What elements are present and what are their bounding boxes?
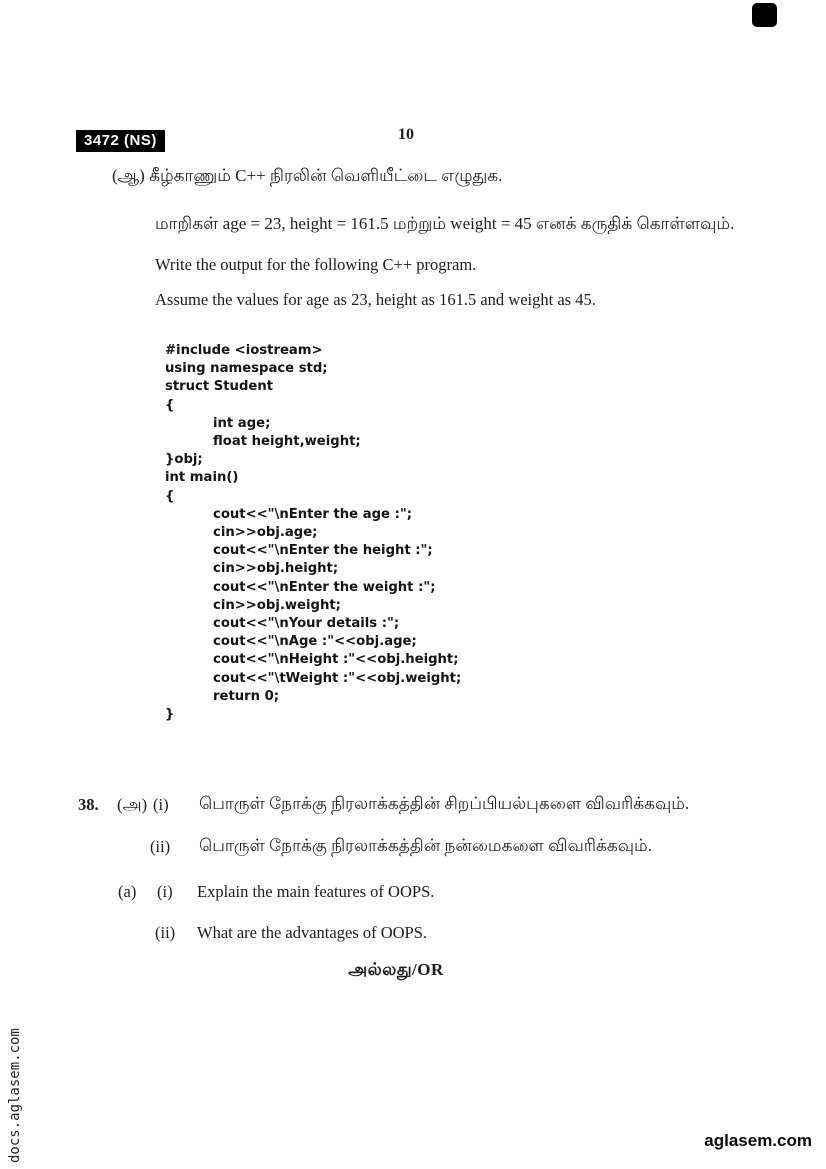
code-line: cin>>obj.weight; [213,597,341,613]
code-line: struct Student [165,379,274,395]
page-number: 10 [398,126,414,143]
code-line: float height,weight; [213,434,361,450]
q37b-english-prompt: Write the output for the following C++ program. [155,255,477,274]
q38-tamil-item-i-text: பொருள் நோக்கு நிரலாக்கத்தின் சிறப்பியல்புகளை விவரிக்கவும். [199,794,690,813]
code-line: { [165,488,175,504]
q37b-tamil-prompt: (ஆ) கீழ்காணும் C++ நிரலின் வெளியீட்டை எழுதுக. [112,166,503,185]
code-line: { [165,397,175,413]
code-line: using namespace std; [165,361,328,377]
q38-tamil-part-label: (அ) [117,795,148,814]
q38-tamil-item-i-label: (i) [153,795,169,814]
code-line: cin>>obj.age; [213,525,318,541]
code-line: cout<<"\nEnter the weight :"; [213,579,436,595]
code-line: int main() [165,470,239,486]
code-line: cout<<"\nEnter the age :"; [213,506,413,522]
paper-code-badge: 3472 (NS) [76,130,165,152]
code-line: cout<<"\tWeight :"<<obj.weight; [213,670,462,686]
code-line: return 0; [213,688,280,704]
code-line: int age; [213,415,271,431]
code-line: #include <iostream> [165,343,323,358]
q38-english-item-ii-text: What are the advantages of OOPS. [197,923,428,942]
q38-english-item-i-label: (i) [157,882,173,901]
code-line: cout<<"\nAge :"<<obj.age; [213,634,417,650]
side-watermark: docs.aglasem.com [7,1028,23,1163]
code-line: cin>>obj.height; [213,561,339,577]
q38-tamil-item-ii-label: (ii) [150,837,171,856]
code-line: } [165,707,175,723]
q38-english-item-ii-label: (ii) [155,923,176,942]
code-line: cout<<"\nYour details :"; [213,616,400,632]
q38-tamil-item-ii-text: பொருள் நோக்கு நிரலாக்கத்தின் நன்மைகளை விவரிக்கவும். [199,836,652,855]
code-line: cout<<"\nHeight :"<<obj.height; [213,652,459,668]
q37b-tamil-assumption: மாறிகள் age = 23, height = 161.5 மற்றும் weight = 45 எனக் கருதிக் கொள்ளவும். [155,214,735,233]
code-line: }obj; [165,452,203,468]
q38-number: 38. [78,795,99,814]
bottom-right-watermark: aglasem.com [704,1131,812,1150]
code-line: cout<<"\nEnter the height :"; [213,543,433,559]
or-divider: அல்லது/OR [348,960,444,979]
corner-scan-mark [752,3,777,27]
cpp-code-listing [165,342,461,724]
q37b-english-assumption: Assume the values for age as 23, height as 161.5 and weight as 45. [155,290,596,309]
q38-english-part-label: (a) [118,882,137,901]
q38-english-item-i-text: Explain the main features of OOPS. [197,882,435,901]
